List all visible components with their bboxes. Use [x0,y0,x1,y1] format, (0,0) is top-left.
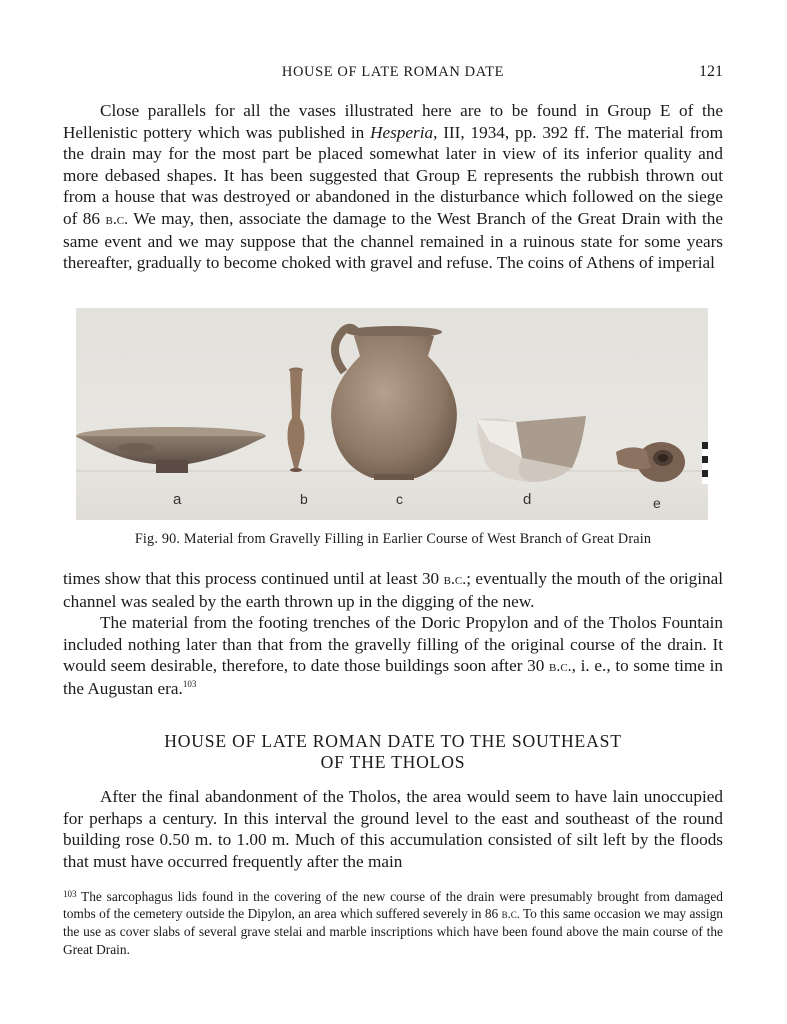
figure-label-e: e [653,495,661,511]
paragraph-2: times show that this process continued until at least 30 b.c.; eventually the mouth of the original channel was sealed by the earth thrown up in the digging of the new. [63,569,723,611]
page-number: 121 [699,63,723,80]
figure-label-b: b [300,491,308,507]
footnote-reference[interactable]: 103 [182,678,197,689]
body-text-middle [63,568,723,700]
figure-label-c: c [396,491,403,507]
body-text-top [63,100,723,274]
running-header [63,64,723,86]
footnote-mark: 103 [63,889,77,899]
running-title: HOUSE OF LATE ROMAN DATE [281,64,505,80]
figure-label-a: a [173,491,182,508]
paragraph-4: After the final abandonment of the Tholos, the area would seem to have lain unoccupied for perhaps a century. In this interval the ground level to the east and southeast of the round building rose 0.50 m. to 1.00 m. Much of this accumulation consisted of silt left by the floods that must have occurred frequently after the main [63,787,723,871]
figure-label-d: d [523,491,532,508]
figure-90-photo [76,308,708,520]
pottery-photograph [76,308,708,520]
body-text-bottom [63,786,723,872]
figure-caption: Fig. 90. Material from Gravelly Filling in Earlier Course of West Branch of Great Drain [134,531,652,547]
section-heading-line-1: HOUSE OF LATE ROMAN DATE TO THE SOUTHEAST [164,731,622,751]
paragraph-3: The material from the footing trenches of the Doric Propylon and of the Tholos Fountain included nothing later than that from the gravelly filling of the original course of the drain. It would seem desirable, therefore, to date those buildings soon after 30 b.c., i. e., to some time in the Augustan era.$^{103}$ [63,613,723,698]
section-heading-line-2: OF THE THOLOS [320,752,466,772]
paragraph-1: Close parallels for all the vases illustrated here are to be found in Group E of the Hellenistic pottery which was published in Hesperia, III, 1934, pp. 392 ff. The material from the drain may for the most part be placed somewhat later in view of its inferior quality and more debased shapes. It has been suggested that Group E represents the rubbish thrown out from a house that was destroyed or abandoned in the disturbance which followed on the siege of 86 b.c. We may, then, associate the damage to the West Branch of the Great Drain with the same event and we may suppose that the channel remained in a ruinous state for some years thereafter, gradually to become choked with gravel and refuse. The coins of Athens of imperial [63,101,723,273]
scale-bar [702,442,708,484]
journal-title: Hesperia [370,122,434,142]
footnote-103: $^{103}$ The sarcophagus lids found in the covering of the new course of the drain were presumably brought from damaged tombs of the cemetery outside the Dipylon, an area which suffered severely in 86 b.c. To this same occasion we may assign the use as cover slabs of several grave stelai and marble inscriptions which have been found above the main course of the Great Drain. [63,889,723,957]
section-heading [63,731,723,773]
